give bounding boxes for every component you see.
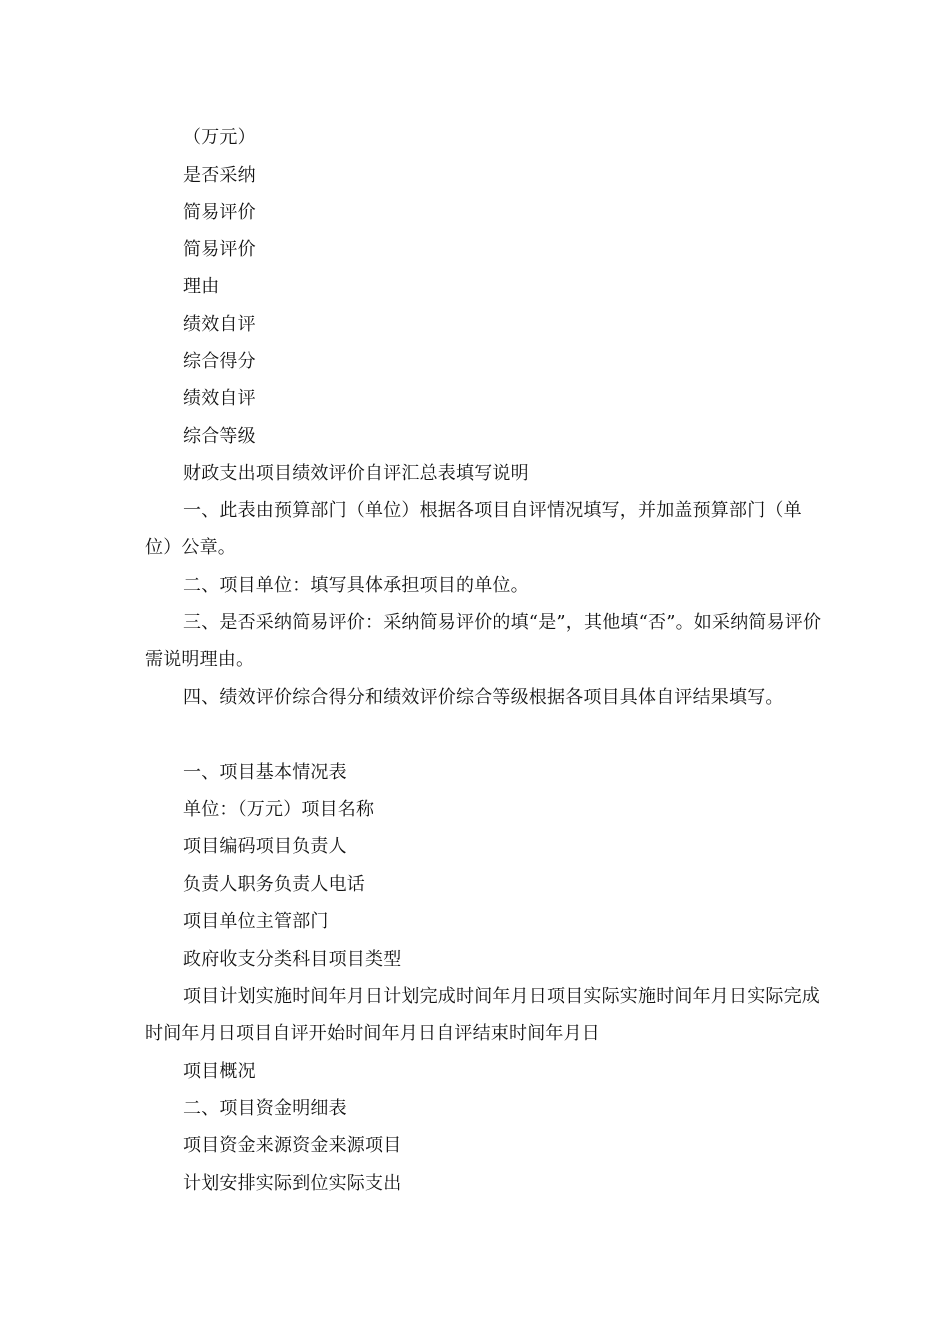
- self-eval-label-2: 绩效自评: [183, 388, 256, 409]
- basic-info-row-3: 负责人职务负责人电话: [183, 874, 365, 895]
- reason-label: 理由: [183, 276, 220, 297]
- instructions-title: 财政支出项目绩效评价自评汇总表填写说明: [183, 463, 529, 484]
- overall-grade-label: 综合等级: [183, 426, 256, 447]
- instruction-4: 四、绩效评价综合得分和绩效评价综合等级根据各项目具体自评结果填写。: [183, 687, 784, 708]
- unit-label: （万元）: [183, 127, 256, 148]
- simple-eval-label: 简易评价: [183, 202, 256, 223]
- self-eval-label: 绩效自评: [183, 314, 256, 335]
- basic-info-row-2: 项目编码项目负责人: [183, 836, 347, 857]
- basic-info-schedule: 项目计划实施时间年月日计划完成时间年月日项目实际实施时间年月日实际完成时间年月日项目自评开始时间年月日自评结束时间年月日: [145, 986, 820, 1044]
- basic-info-row-5: 政府收支分类科目项目类型: [183, 949, 402, 970]
- funds-row-2: 计划安排实际到位实际支出: [183, 1173, 402, 1194]
- basic-info-row-1: 单位：（万元）项目名称: [183, 799, 375, 820]
- adopt-label: 是否采纳: [183, 165, 256, 186]
- section-funds-heading: 二、项目资金明细表: [183, 1098, 347, 1119]
- instruction-2: 二、项目单位：填写具体承担项目的单位。: [183, 575, 529, 596]
- instruction-1: 一、此表由预算部门（单位）根据各项目自评情况填写，并加盖预算部门（单位）公章。: [145, 500, 802, 558]
- instruction-3: 三、是否采纳简易评价：采纳简易评价的填“是”，其他填“否”。如采纳简易评价需说明理由。: [145, 612, 822, 670]
- basic-info-row-4: 项目单位主管部门: [183, 911, 329, 932]
- funds-row-1: 项目资金来源资金来源项目: [183, 1135, 402, 1156]
- project-overview-label: 项目概况: [183, 1061, 256, 1082]
- simple-eval-label-2: 简易评价: [183, 239, 256, 260]
- section-basic-info-heading: 一、项目基本情况表: [183, 762, 347, 783]
- overall-score-label: 综合得分: [183, 351, 256, 372]
